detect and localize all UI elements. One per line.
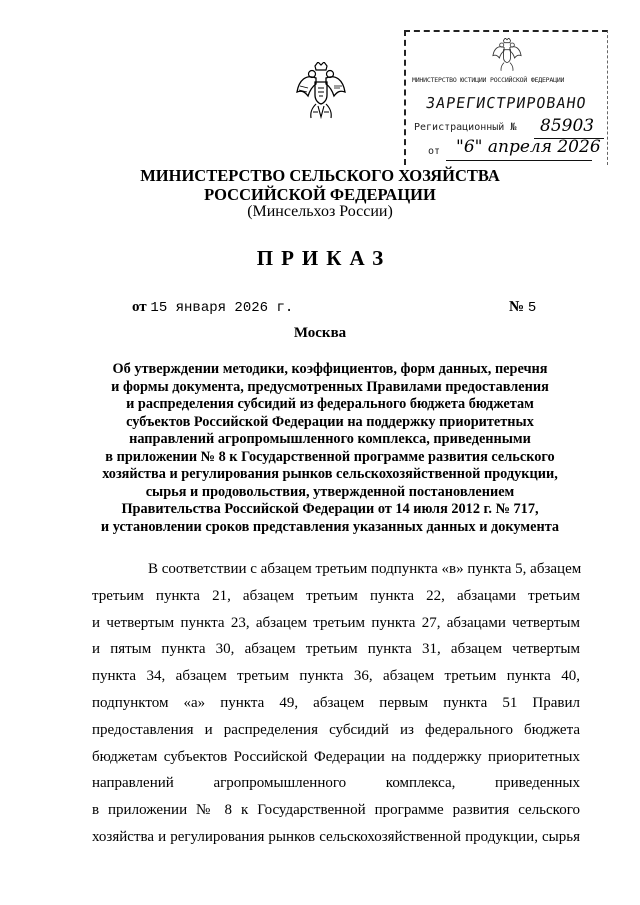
stamp-date-underline [446,160,592,161]
stamp-date-prefix: от [428,146,441,157]
stamp-regnum-label: Регистрационный № [414,122,517,133]
body-line: в приложении № 8 к Государственной программе развития сельского [92,802,580,819]
order-number [509,299,536,316]
subject-line: направлений агропромышленного комплекса, приведенными [129,431,531,447]
stamp-ministry-name: МИНИСТЕРСТВО ЮСТИЦИИ РОССИЙСКОЙ ФЕДЕРАЦИИ [412,76,565,84]
order-date-value: 15 января 2026 г. [150,300,294,316]
ministry-short-name: (Минсельхоз России) [247,203,393,220]
body-line: хозяйства и регулирования рынков сельскохозяйственной продукции, сырья [92,828,580,845]
stamp-registered-label: ЗАРЕГИСТРИРОВАНО [424,94,588,112]
subject-line: и установлении сроков представления указанных данных и документа [100,518,560,535]
order-subject [60,361,600,536]
body-line: пункта 34, абзацем третьим пункта 36, абзацем третьим пункта 40, [92,668,580,685]
body-line: В соответствии с абзацем третьим подпункта «в» пункта 5, абзацем [148,561,582,577]
order-date [132,299,293,316]
stamp-date-value: "6" апреля 2026 [456,137,601,157]
subject-line: Об утверждении методики, коэффициентов, форм данных, перечня [112,361,548,377]
body-line: подпунктом «а» пункта 49, абзацем первым пункта 51 Правил [92,694,580,711]
body-line: и четвертым пункта 23, абзацем третьим пункта 27, абзацами четвертым [92,614,580,631]
body-line: третьим пункта 21, абзацем третьим пункта 22, абзацами третьим [92,587,580,604]
subject-line: в приложении № 8 к Государственной программе развития сельского [105,448,555,465]
coat-of-arms-icon [296,62,346,120]
subject-line: сырья и продовольствия, утвержденной постановлением [145,483,515,500]
body-line: и пятым пункта 30, абзацем третьим пункта 31, абзацем четвертым [92,641,580,658]
body-line: направлений агропромышленного комплекса, приведенных [92,775,580,792]
body-paragraph [92,556,580,851]
order-number-value: 5 [527,300,537,316]
subject-line: хозяйства и регулирования рынков сельскохозяйственной продукции, [102,466,558,482]
order-title: ПРИКАЗ [256,246,392,270]
registration-stamp [404,30,608,165]
subject-line: и распределения субсидий из федерального бюджета бюджетам [126,396,534,412]
subject-line: Правительства Российской Федерации от 14 июля 2012 г. № 717, [121,501,539,517]
ministry-title-line1: МИНИСТЕРСТВО СЕЛЬСКОГО ХОЗЯЙСТВА [140,166,500,185]
subject-line: и формы документа, предусмотренных Правилами предоставления [111,378,549,395]
order-number-label: № [509,299,525,315]
subject-line: субъектов Российской Федерации на поддержку приоритетных [126,413,534,430]
order-date-label: от [132,299,147,315]
ministry-title-line2: РОССИЙСКОЙ ФЕДЕРАЦИИ [204,185,436,204]
ministry-title [0,166,640,204]
coat-of-arms-icon [492,38,522,72]
body-line: предоставления и распределения субсидий из федерального бюджета [92,721,580,738]
body-line: бюджетам субъектов Российской Федерации на поддержку приоритетных [92,748,580,765]
stamp-regnum-value: 85903 [540,116,595,136]
order-city: Москва [293,325,347,341]
